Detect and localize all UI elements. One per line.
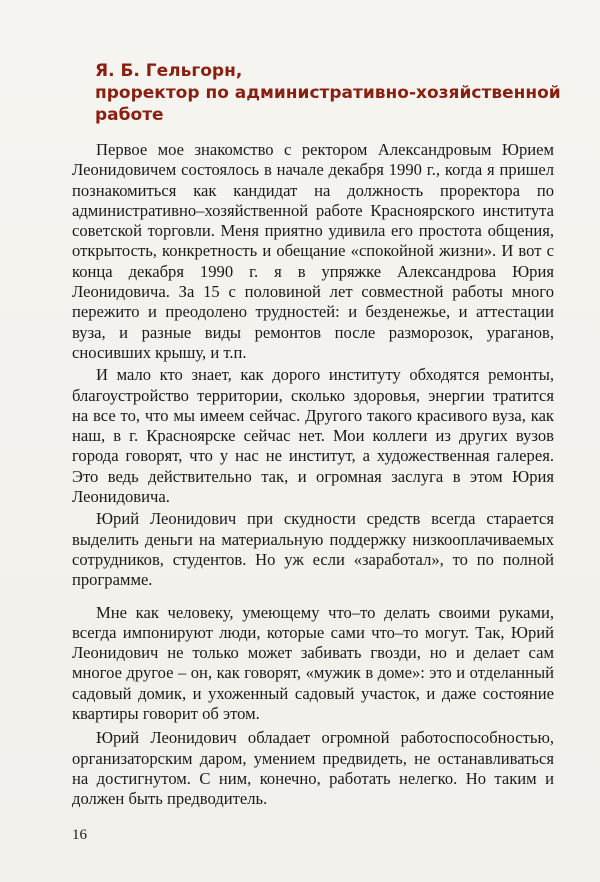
paragraph: И мало кто знает, как дорого институту обходятся ремонты, благоустройство территории, сколько здоровья, энергии тратится на все то, что мы имеем сейчас. Другого такого красивого вуза, как наш, в г. Красноярске сейчас нет. Мои коллеги из других вузов города говорят, что у нас не институт, а художественная галерея. Это ведь действительно так, и огромная заслуга в этом Юрия Леонидовича. bbox=[72, 365, 554, 507]
author-position-line2: работе bbox=[95, 105, 164, 125]
author-header bbox=[95, 60, 561, 126]
page-number: 16 bbox=[72, 827, 87, 843]
paragraph: Мне как человеку, умеющему что–то делать своими руками, всегда импонируют люди, которые сами что–то могут. Так, Юрий Леонидович не только может забивать гвозди, но и делает сам многое другое – он, как говорят, «мужик в доме»: это и отделанный садовый домик, и ухоженный садовый участок, и даже состояние квартиры говорит об этом. bbox=[72, 602, 554, 724]
article-body bbox=[72, 140, 554, 810]
author-name: Я. Б. Гельгорн, bbox=[95, 61, 243, 81]
paragraph: Юрий Леонидович обладает огромной работоспособностью, организаторским даром, умением предвидеть, не останавливаться на достигнутом. С ним, конечно, работать нелегко. Но таким и должен быть предводитель. bbox=[72, 728, 554, 809]
paragraph: Юрий Леонидович при скудности средств всегда старается выделить деньги на материальную поддержку низкооплачиваемых сотрудников, студентов. Но уж если «заработал», то по полной программе. bbox=[72, 509, 554, 590]
paragraph: Первое мое знакомство с ректором Александровым Юрием Леонидовичем состоялось в начале декабря 1990 г., когда я пришел познакомиться как кандидат на должность проректора по административно–хозяйственной работе Красноярского института советской торговли. Меня приятно удивила его простота общения, открытость, конкретность и обещание «спокойной жизни». И вот с конца декабря 1990 г. я в упряжке Александрова Юрия Леонидовича. За 15 с половиной лет совместной работы много пережито и преодолено трудностей: и безденежье, и аттестации вуза, и разные виды ремонтов после разморозок, ураганов, сносивших крышу, и т.п. bbox=[72, 140, 554, 362]
author-position-line1: проректор по административно-хозяйственной bbox=[95, 83, 561, 103]
